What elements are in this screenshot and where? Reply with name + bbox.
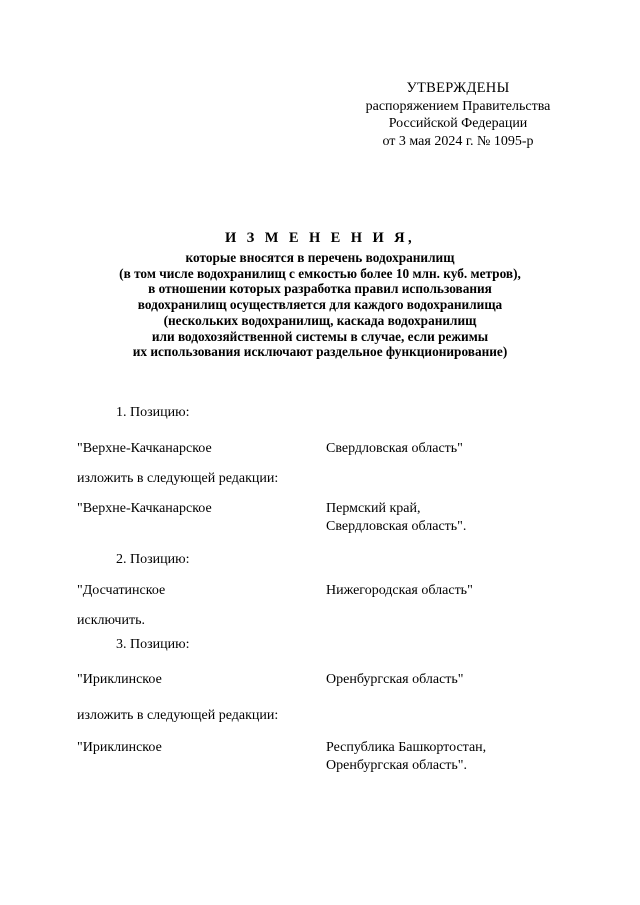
heading-subtitle-line: водохранилищ осуществляется для каждого водохранилища	[137, 297, 503, 313]
item-3-old-region: Оренбургская область"	[326, 672, 464, 687]
item-3-new-name: "Ириклинское	[77, 740, 162, 755]
item-2-old-region: Нижегородская область"	[326, 583, 473, 598]
item-3-new-region-line-2: Оренбургская область".	[326, 758, 468, 773]
item-2-old-name: "Досчатинское	[77, 583, 166, 598]
heading-subtitle-line: (нескольких водохранилищ, каскада водохранилищ	[163, 312, 477, 328]
item-3-instruction: изложить в следующей редакции:	[77, 708, 279, 723]
item-2-instruction: исключить.	[77, 613, 145, 628]
approval-line-1: распоряжением Правительства	[365, 98, 551, 114]
item-1-new-name: "Верхне-Качканарское	[77, 501, 212, 516]
heading-subtitle-line: или водохозяйственной системы в случае, если режимы	[151, 328, 489, 344]
item-1-new-region-line-1: Пермский край,	[326, 501, 421, 516]
heading-subtitle-line: их использования исключают раздельное функционирование)	[132, 344, 508, 360]
heading-subtitle-line: (в том числе водохранилищ с емкостью более 10 млн. куб. метров),	[119, 265, 521, 281]
heading-subtitle	[60, 250, 580, 360]
item-1-old-region: Свердловская область"	[326, 441, 463, 456]
item-1-new-region-line-2: Свердловская область".	[326, 519, 467, 534]
item-1-old-name: "Верхне-Качканарское	[77, 441, 212, 456]
approval-line-3: от 3 мая 2024 г. № 1095-р	[382, 133, 534, 149]
item-1-instruction: изложить в следующей редакции:	[77, 471, 279, 486]
heading-subtitle-line: в отношении которых разработка правил использования	[148, 281, 492, 297]
item-3-position-label: 3. Позицию:	[116, 637, 190, 652]
item-2-position-label: 2. Позицию:	[116, 552, 190, 567]
item-1-position-label: 1. Позицию:	[116, 405, 190, 420]
heading-subtitle-line: которые вносятся в перечень водохранилищ	[185, 250, 455, 265]
approval-title: УТВЕРЖДЕНЫ	[406, 80, 510, 96]
item-3-new-region-line-1: Республика Башкортостан,	[326, 740, 487, 755]
approval-block	[330, 80, 586, 150]
item-3-old-name: "Ириклинское	[77, 672, 162, 687]
heading-title: И З М Е Н Е Н И Я,	[224, 230, 416, 246]
approval-line-2: Российской Федерации	[388, 116, 528, 131]
document-heading	[60, 228, 580, 360]
